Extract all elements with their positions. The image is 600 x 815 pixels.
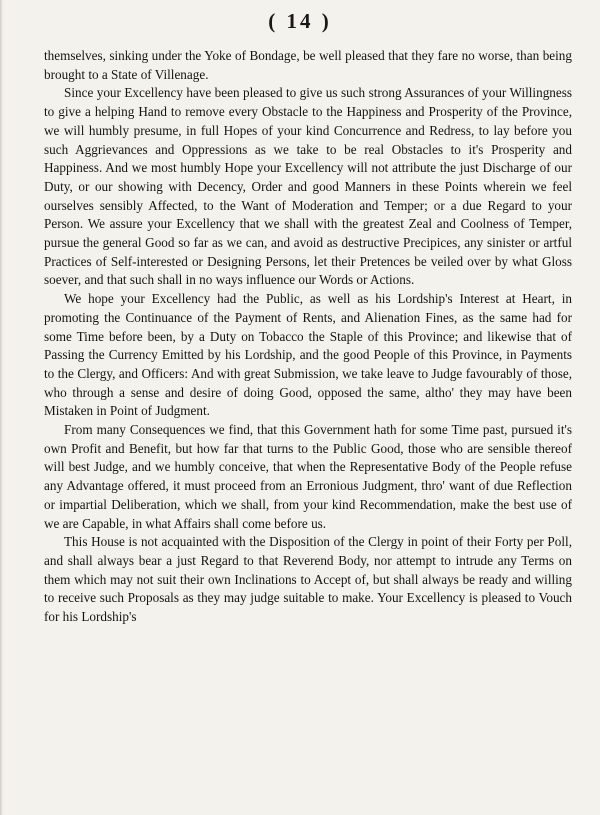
page-number-header: ( 14 ) xyxy=(268,9,332,33)
paragraph-3: We hope your Excellency had the Public, as well as his Lordship's Interest at Heart, in promoting the Continuance of the Payment of Rents, and Alienation Fines, as the same had for some Time before been, by a Duty on Tobacco the Staple of this Province; and likewise that of Passing the Currency Emitted by his Lordship, and the good People of this Province, in Payments to the Clergy, and Officers: And with great Submission, we take leave to Judge favourably of those, who through a sense and desire of doing Good, opposed the same, altho' they may have been Mistaken in Point of Judgment. xyxy=(44,291,572,419)
paragraph-5: This House is not acquainted with the Disposition of the Clergy in point of their Forty per Poll, and shall always bear a just Regard to that Reverend Body, nor attempt to intrude any Terms on them which may not suit their own Inclinations to Accept of, but shall always be ready and willing to receive such Proposals as they may judge suitable to make. Your Excellency is pleased to Vouch for his Lordship's xyxy=(44,534,572,625)
paragraph-1: themselves, sinking under the Yoke of Bondage, be well pleased that they fare no worse, than being brought to a State of Villenage. xyxy=(44,48,572,82)
paragraph-4: From many Consequences we find, that this Government hath for some Time past, pursued it's own Profit and Benefit, but how far that turns to the Public Good, those who are sensible thereof will best Judge, and we humbly conceive, that when the Representative Body of the People refuse any Advantage offered, it must proceed from an Erronious Judgment, thro' want of due Reflection or impartial Deliberation, which we shall, from your kind Recommendation, make the best use of we are Capable, in what Affairs shall come before us. xyxy=(44,422,572,531)
paragraph-2: Since your Excellency have been pleased to give us such strong Assurances of your Willingness to give a helping Hand to remove every Obstacle to the Happiness and Prosperity of the Province, we will humbly presume, in full Hopes of your kind Concurrence and Redress, to lay before you such Aggrievances and Oppressions as we take to be real Obstacles to it's Prosperity and Happiness. And we most humbly Hope your Excellency will not attribute the just Discharge of our Duty, or our showing with Decency, Order and good Manners in these Points wherein we feel ourselves sensibly Affected, to the Want of Moderation and Temper; or a due Regard to your Person. We assure your Excellency that we shall with the greatest Zeal and Coolness of Temper, pursue the general Good so far as we can, and avoid as destructive Precipices, any sinister or artful Practices of Self-interested or Designing Persons, let their Pretences be veiled over by what Gloss soever, and that such shall in no ways influence our Words or Actions. xyxy=(44,85,572,288)
body-text xyxy=(44,47,572,627)
page-edge-shadow xyxy=(0,0,3,815)
